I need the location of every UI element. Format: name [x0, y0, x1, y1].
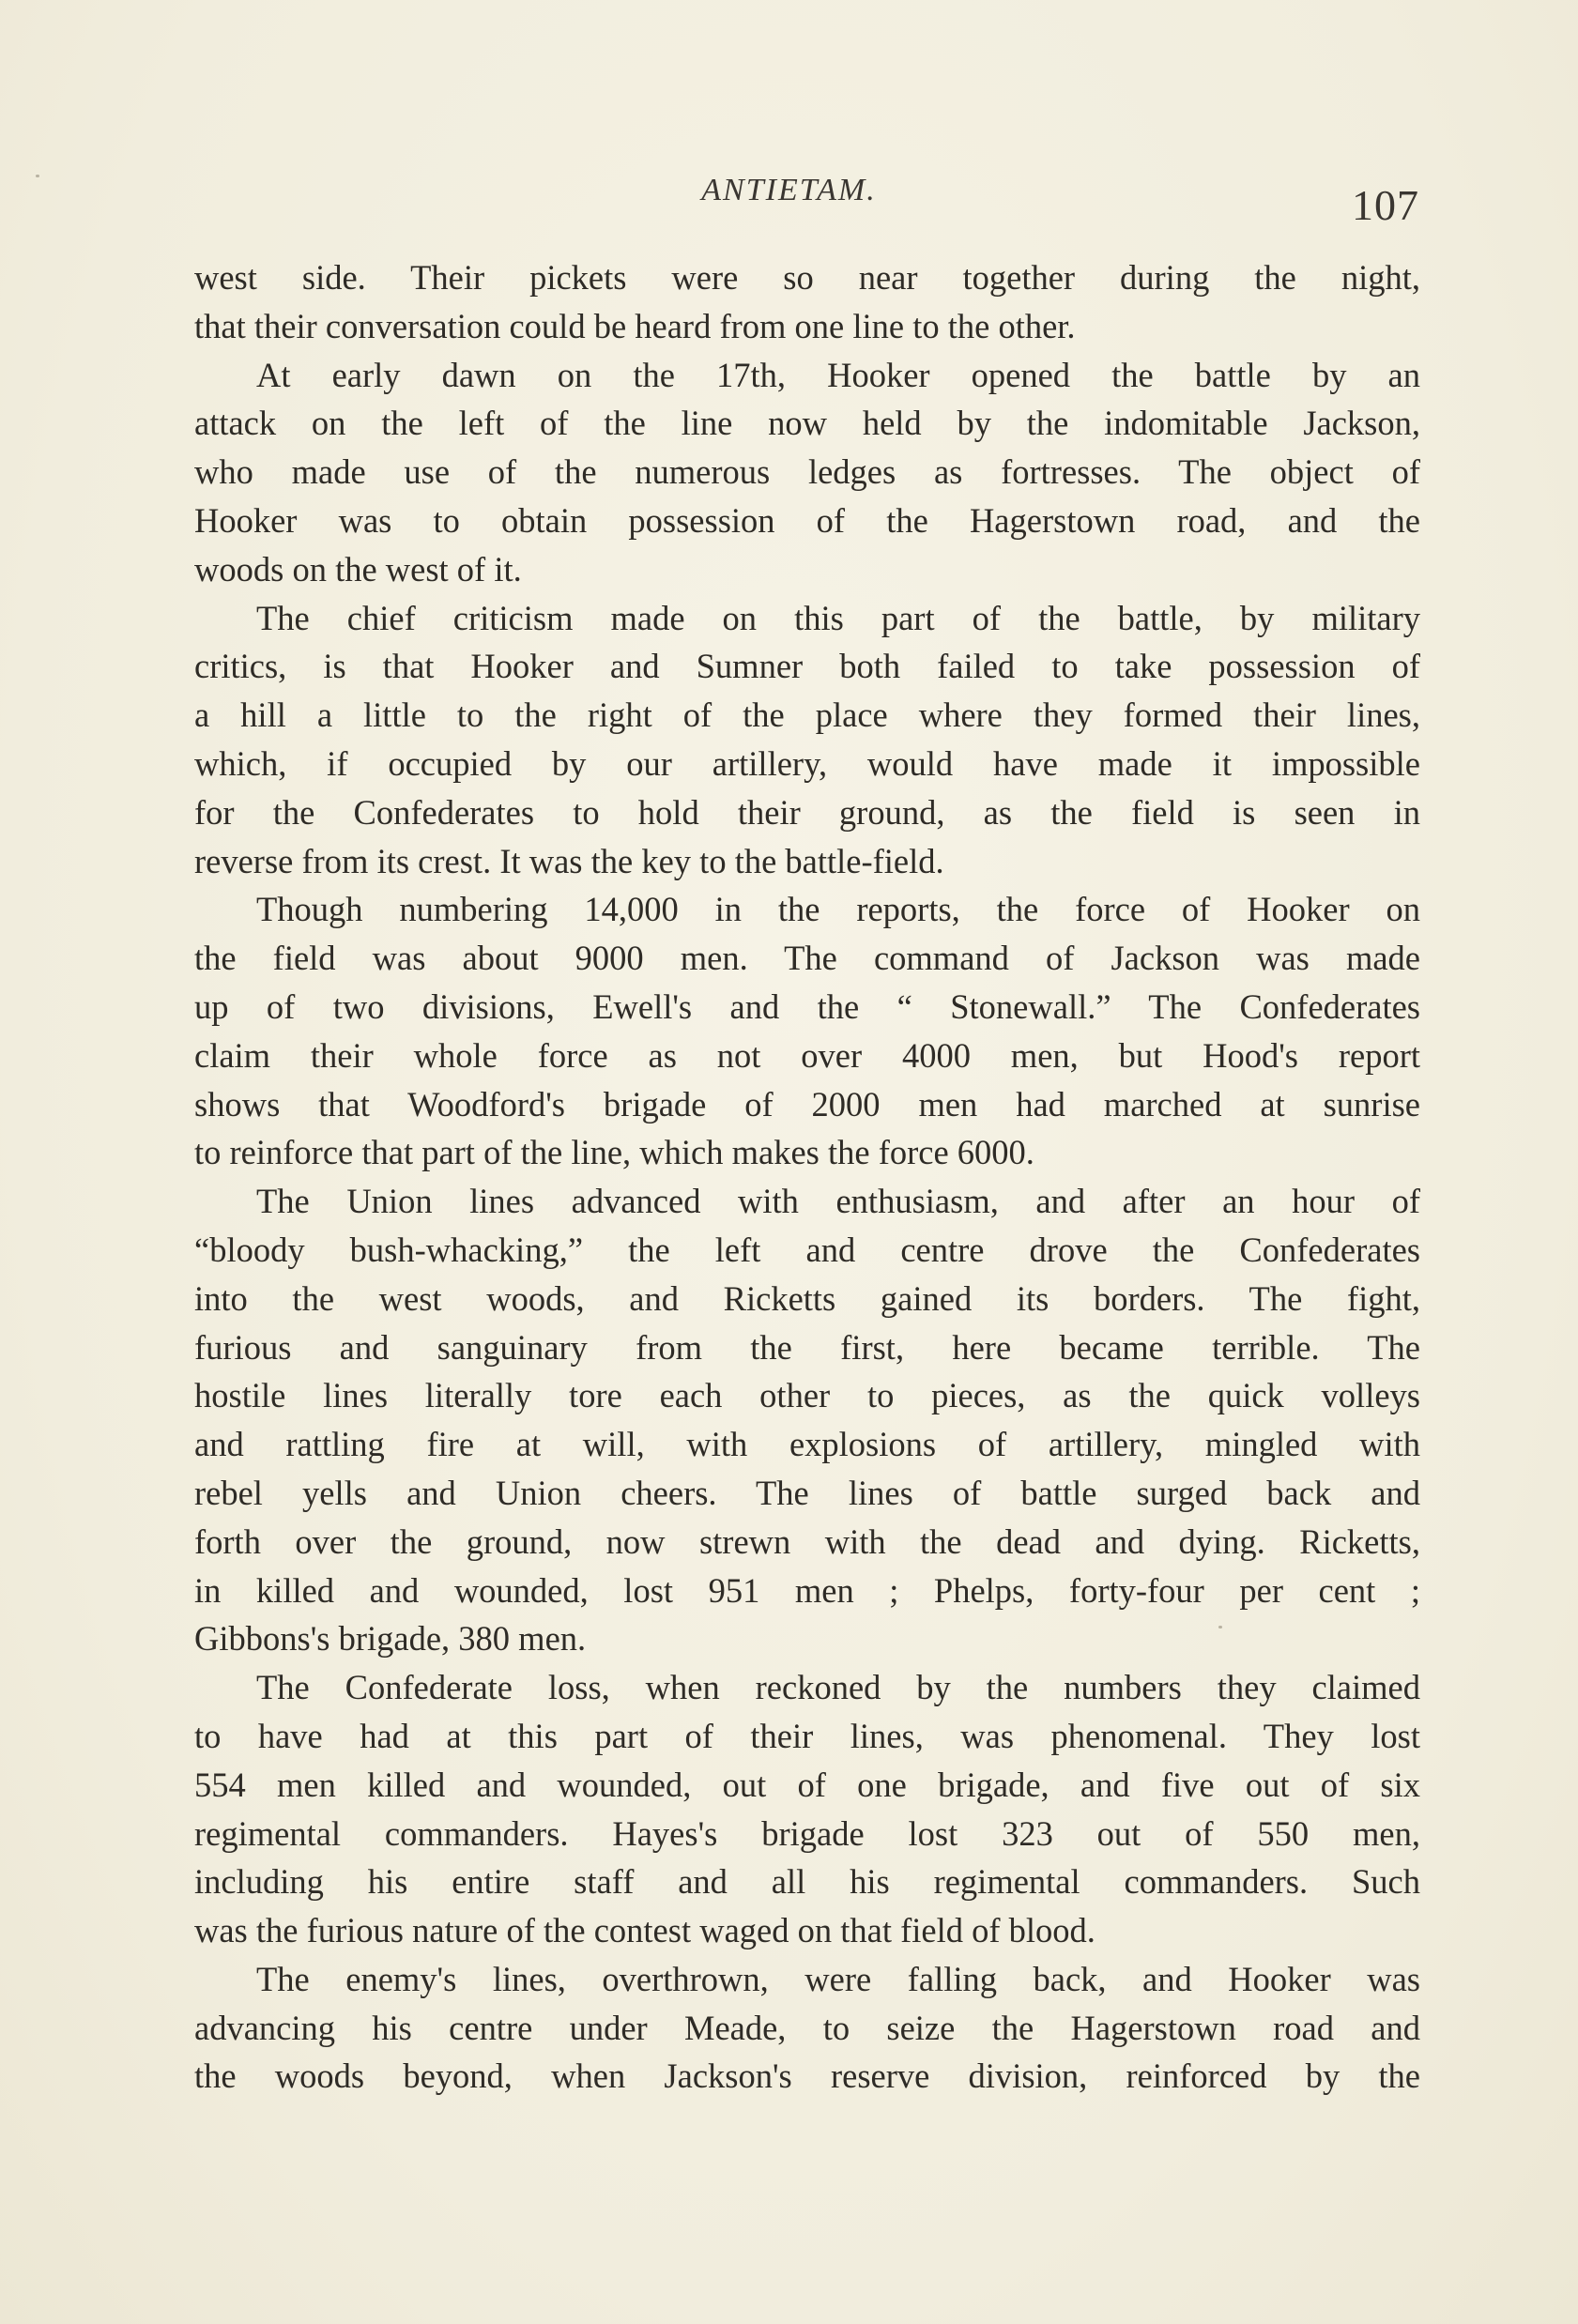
page-number: 107 — [1352, 181, 1419, 229]
text-line: that their conversation could be heard from one line to the other. — [194, 306, 1076, 345]
text-line: furious and sanguinary from the first, here became terrible. The — [194, 1327, 1420, 1367]
text-line: woods on the west of it. — [194, 549, 522, 589]
text-line: The enemy's lines, overthrown, were falling back, and Hooker was — [256, 1959, 1420, 1998]
text-line: including his entire staff and all his regimental commanders. Such — [194, 1862, 1420, 1902]
text-line: hostile lines literally tore each other to pieces, as the quick volleys — [194, 1376, 1420, 1415]
text-line: west side. Their pickets were so near together during the night, — [194, 258, 1420, 297]
text-line: rebel yells and Union cheers. The lines of battle surged back and — [194, 1473, 1420, 1512]
text-line: in killed and wounded, lost 951 men ; Phelps, forty-four per cent ; — [194, 1570, 1420, 1610]
text-line: to reinforce that part of the line, which makes the force 6000. — [194, 1133, 1034, 1172]
text-line: for the Confederates to hold their ground, as the field is seen in — [194, 792, 1420, 832]
text-line: shows that Woodford's brigade of 2000 men had marched at sunrise — [194, 1084, 1420, 1124]
text-line: The Union lines advanced with enthusiasm, and after an hour of — [256, 1182, 1420, 1221]
body-text — [194, 253, 1420, 2101]
text-line: and rattling fire at will, with explosions of artillery, mingled with — [194, 1425, 1420, 1464]
text-line: reverse from its crest. It was the key to the battle-field. — [194, 841, 944, 880]
text-line: critics, is that Hooker and Sumner both failed to take possession of — [194, 647, 1420, 686]
text-line: advancing his centre under Meade, to seize the Hagerstown road and — [194, 2008, 1420, 2047]
paper-speck — [1218, 1626, 1222, 1628]
text-line: The Confederate loss, when reckoned by the numbers they claimed — [256, 1668, 1420, 1707]
text-line: regimental commanders. Hayes's brigade lost 323 out of 550 men, — [194, 1813, 1420, 1853]
text-line: forth over the ground, now strewn with the dead and dying. Ricketts, — [194, 1521, 1420, 1561]
text-line: Gibbons's brigade, 380 men. — [194, 1619, 587, 1659]
text-line: into the west woods, and Ricketts gained its borders. The fight, — [194, 1278, 1420, 1318]
text-line: who made use of the numerous ledges as fortresses. The object of — [194, 452, 1420, 492]
text-line: 554 men killed and wounded, out of one brigade, and five out of six — [194, 1765, 1420, 1804]
text-line: was the furious nature of the contest waged on that field of blood. — [194, 1911, 1095, 1950]
text-line: the woods beyond, when Jackson's reserve division, reinforced by the — [194, 2056, 1420, 2096]
text-line: claim their whole force as not over 4000 men, but Hood's report — [194, 1035, 1420, 1075]
running-head: ANTIETAM. — [701, 173, 877, 207]
text-line: Though numbering 14,000 in the reports, the force of Hooker on — [256, 890, 1420, 929]
text-line: Hooker was to obtain possession of the Hagerstown road, and the — [194, 500, 1420, 540]
text-line: “bloody bush-whacking,” the left and centre drove the Confederates — [194, 1230, 1420, 1269]
text-line: to have had at this part of their lines, was phenomenal. They lost — [194, 1716, 1420, 1755]
text-line: At early dawn on the 17th, Hooker opened the battle by an — [256, 355, 1420, 394]
text-line: a hill a little to the right of the place where they formed their lines, — [194, 696, 1420, 735]
text-line: The chief criticism made on this part of the battle, by military — [256, 598, 1420, 637]
text-line: attack on the left of the line now held by the indomitable Jackson, — [194, 404, 1420, 443]
text-line: up of two divisions, Ewell's and the “ Stonewall.” The Confederates — [194, 986, 1420, 1026]
paper-speck — [36, 175, 39, 177]
text-line: the field was about 9000 men. The command of Jackson was made — [194, 939, 1420, 978]
text-line: which, if occupied by our artillery, would have made it impossible — [194, 743, 1420, 783]
